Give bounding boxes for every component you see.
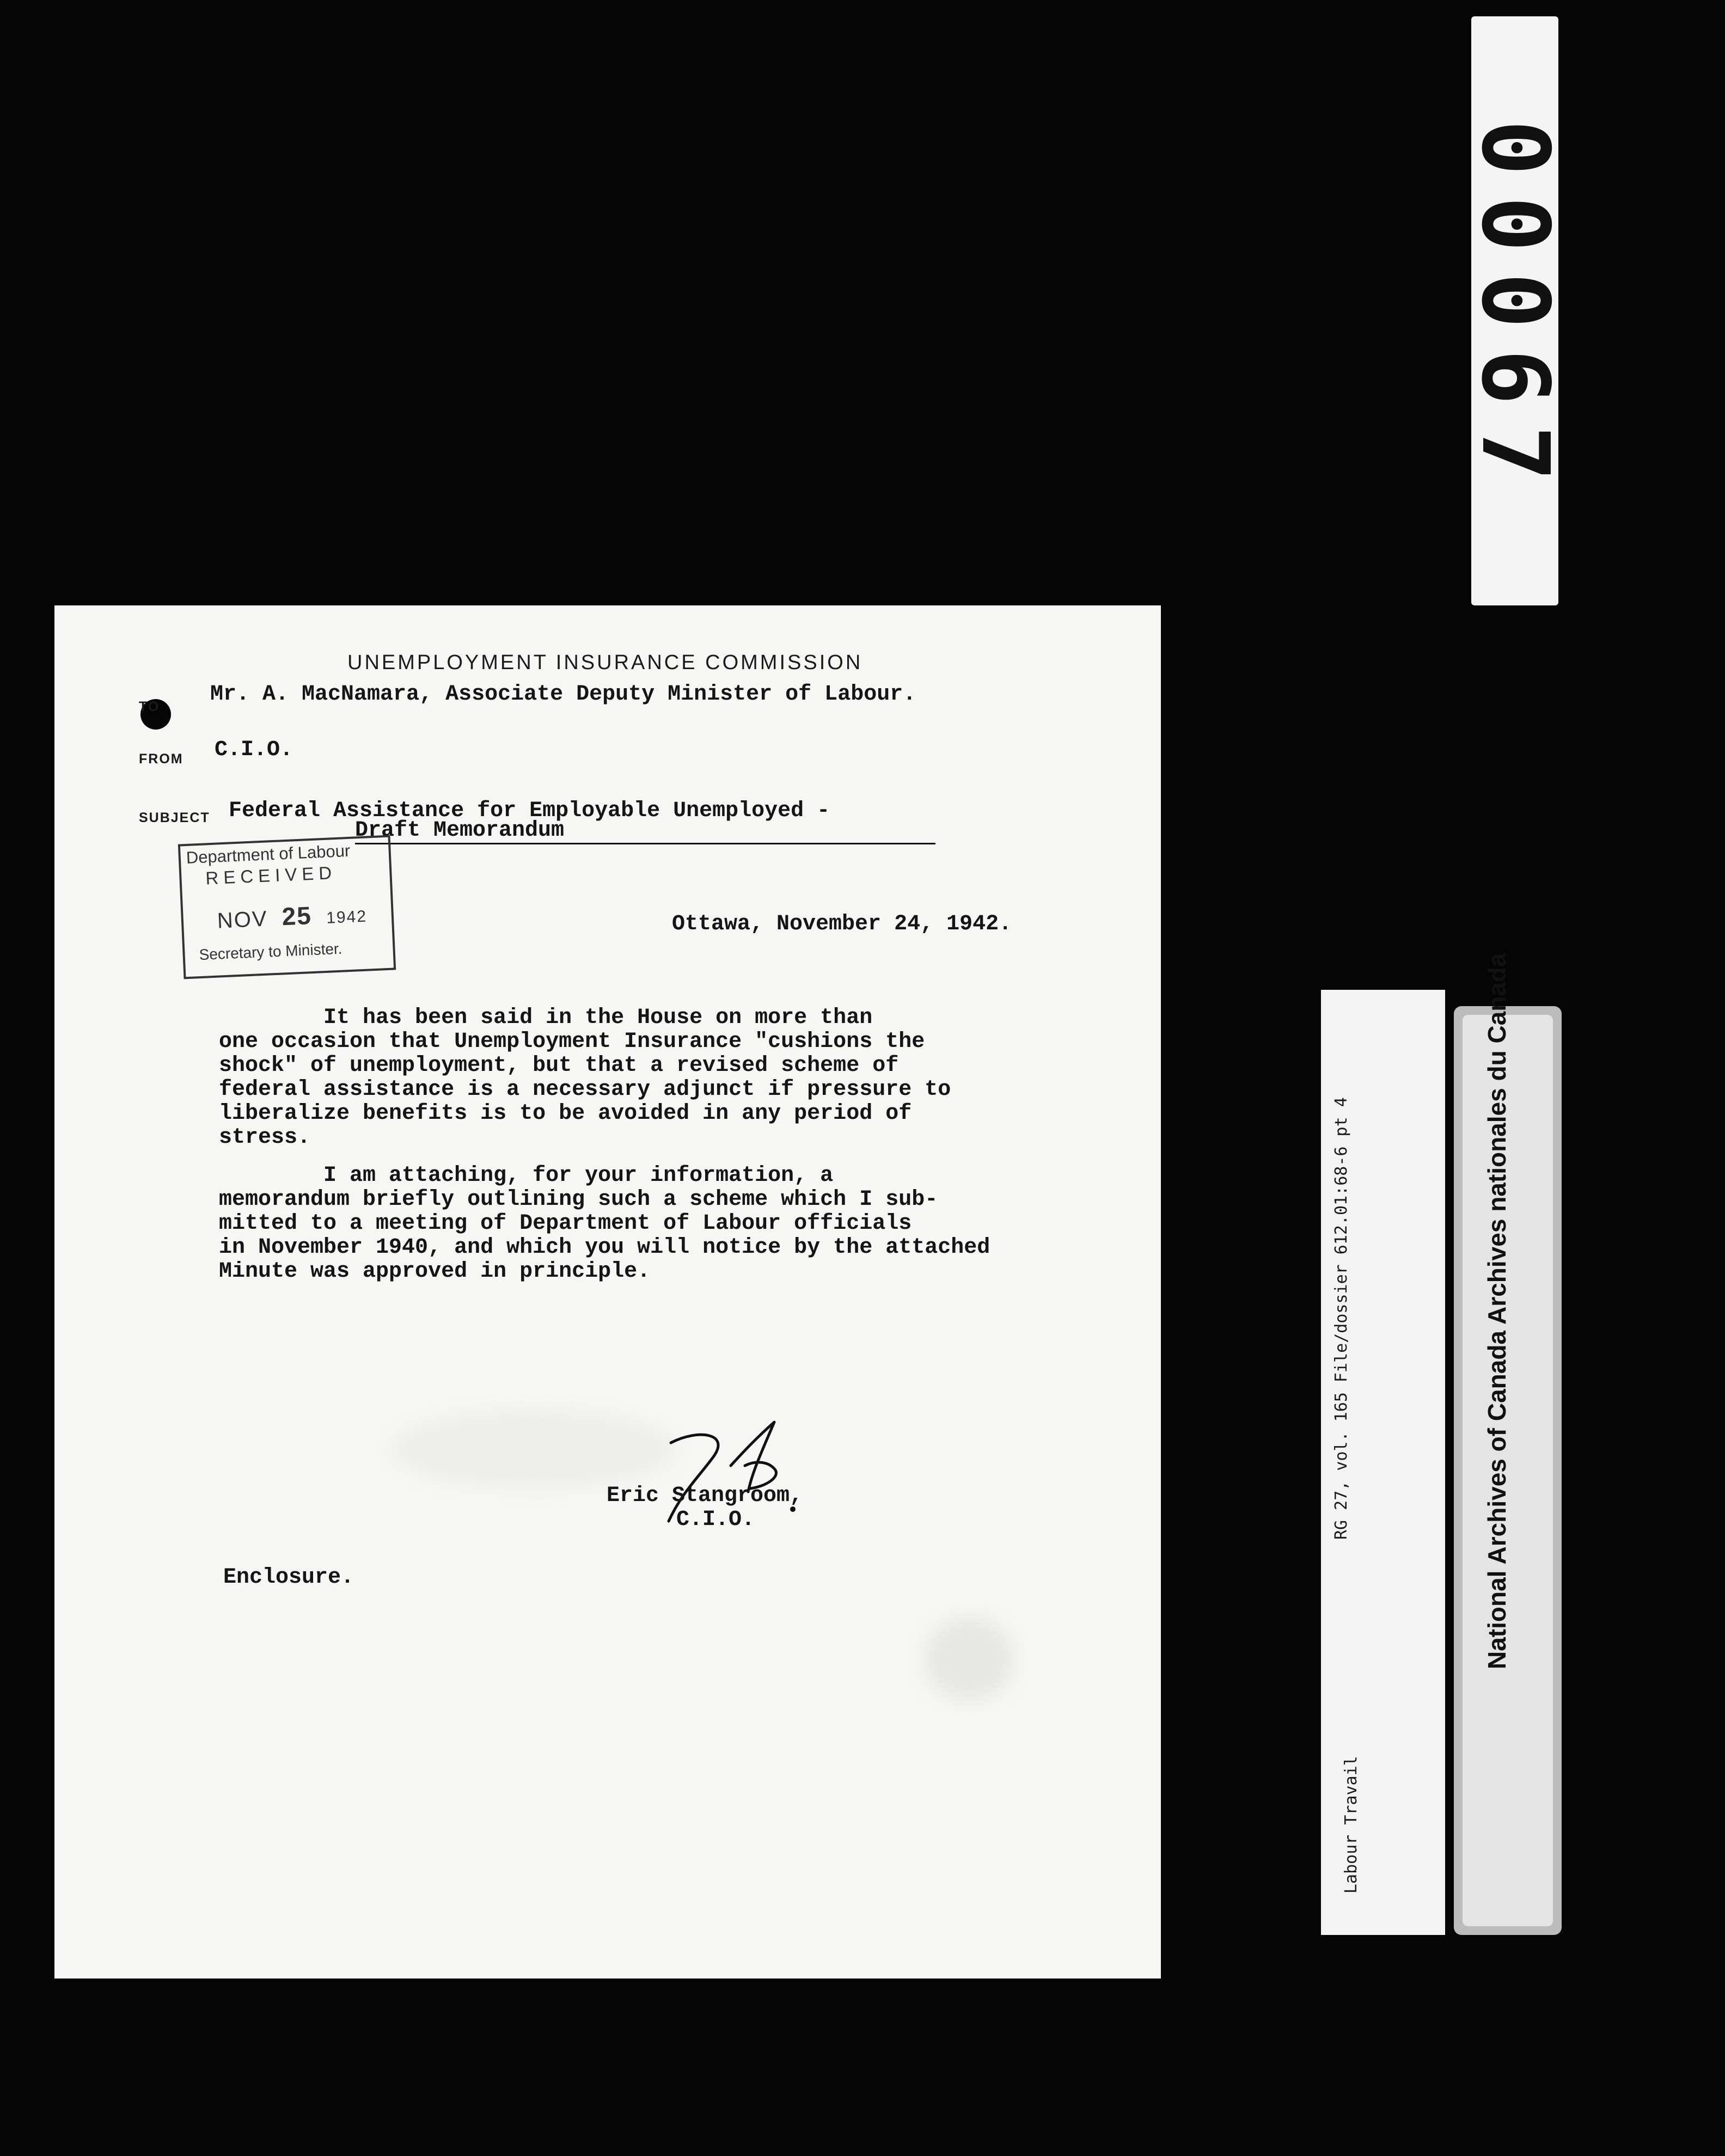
stamp-month: NOV: [217, 906, 268, 933]
frame-number: 00067: [1461, 120, 1569, 502]
memo-sheet: [54, 605, 1161, 1979]
archive-ministry: Labour Travail: [1342, 1756, 1361, 1894]
recipient: Mr. A. MacNamara, Associate Deputy Minister of Labour.: [210, 682, 916, 707]
to-label: TO: [139, 699, 160, 714]
enclosure-note: Enclosure.: [223, 1565, 354, 1590]
stamp-department: Department of Labour: [186, 841, 351, 867]
subject-label: SUBJECT: [139, 810, 210, 825]
sender: C.I.O.: [215, 738, 293, 762]
signatory-title: C.I.O.: [676, 1508, 755, 1532]
paragraph-1: It has been said in the House on more than one occasion that Unemployment Insurance "cushions the shock" of unemployment, but that a revised scheme of federal assistance is a necessary adjunct if pressure to liberalize benefits is to be avoided in any period of stress.: [219, 1006, 951, 1150]
stamp-office: Secretary to Minister.: [198, 940, 343, 964]
from-label: FROM: [139, 751, 183, 767]
letterhead-title: UNEMPLOYMENT INSURANCE COMMISSION: [347, 651, 863, 674]
paper-smudge: [926, 1618, 1013, 1700]
paragraph-2: I am attaching, for your information, a memorandum briefly outlining such a scheme which I sub- mitted to a meeting of Department of Labour officials in November 1940, and which you will notice by the attached Minute was approved in principle.: [219, 1163, 990, 1284]
stamp-date: [217, 898, 368, 934]
memo-date: Ottawa, November 24, 1942.: [672, 912, 1012, 936]
stamp-year: 1942: [326, 907, 368, 927]
stamp-received: RECEIVED: [205, 862, 337, 889]
signatory-name: Eric Stangroom,: [607, 1484, 803, 1508]
archive-institution-label: [1454, 953, 1562, 1935]
stamp-day: 25: [281, 901, 313, 931]
received-stamp: [178, 835, 396, 979]
subject-line-2: Draft Memorandum: [355, 818, 565, 843]
archive-institution: National Archives of Canada Archives nationales du Canada: [1483, 953, 1511, 1669]
frame-number-strip: [1461, 16, 1569, 605]
paper-smudge: [392, 1411, 675, 1487]
subject-underline: [355, 843, 935, 844]
subject-line-1: Federal Assistance for Employable Unemployed -: [229, 799, 830, 823]
archive-reference-label: [1321, 990, 1445, 1935]
archive-reference: RG 27, vol. 165 File/dossier 612.01:68-6 pt 4: [1332, 1097, 1351, 1540]
